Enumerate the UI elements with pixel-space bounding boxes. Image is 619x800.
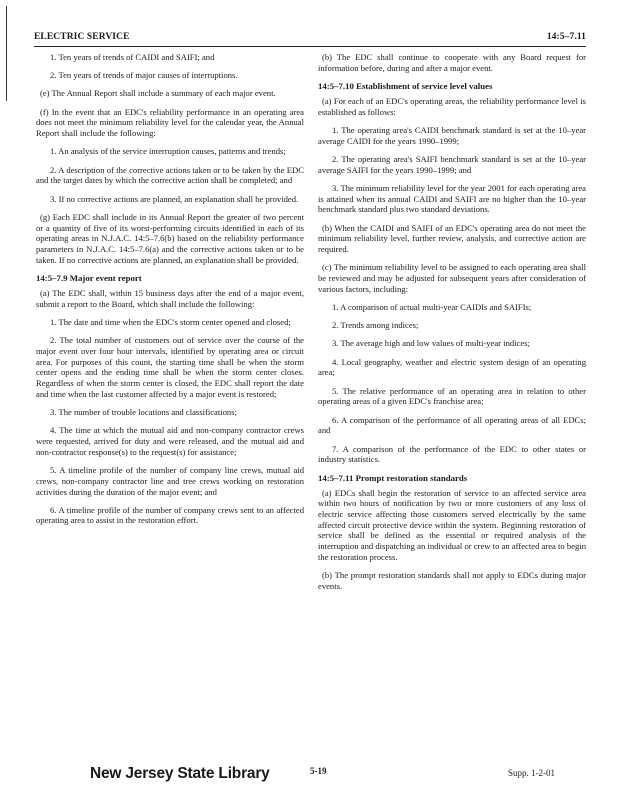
list-item: 1. The date and time when the EDC's storm center opened and closed; xyxy=(50,316,291,327)
list-item: 3. The average high and low values of multi-year indices; xyxy=(332,338,530,349)
paragraph: (e) The Annual Report shall include a summary of each major event. xyxy=(40,88,276,99)
list-item: 2. The total number of customers out of service over the course of the major event over four hour intervals, identified by operating area or circuit area. For purposes of this count, the starting time shall be when the storm center opens and the ending time shall be when the storm center closes. Regardless of when the storm center is closed, the EDC shall report the date and time when the last customer affected by a major event is restored; xyxy=(36,335,304,399)
header-section-number: 14:5–7.11 xyxy=(546,32,586,42)
paragraph: (f) In the event that an EDC's reliability performance in an operating area does not meet the minimum reliability level for the calendar year, the Annual Report shall include the following: xyxy=(36,106,304,139)
paragraph: (c) The minimum reliability level to be assigned to each operating area shall be reviewed and may be adjusted for subsequent years after consideration of various factors, including: xyxy=(318,262,586,294)
footer-supplement-date: Supp. 1-2-01 xyxy=(508,768,555,778)
page-footer xyxy=(90,764,590,786)
left-column xyxy=(36,52,304,534)
list-item: 5. A timeline profile of the number of company line crews, mutual aid crews, non-company contractor line and tree crews working on restoration activities during the duration of the major event; and xyxy=(36,465,304,497)
list-item: 7. A comparison of the performance of the EDC to other states or industry statistics. xyxy=(318,443,586,465)
paragraph: (b) When the CAIDI and SAIFI of an EDC's operating area do not meet the minimum reliability level, further review, analysis, and corrective action are required. xyxy=(318,222,586,255)
paragraph: (a) For each of an EDC's operating areas, the reliability performance level is established as follows: xyxy=(318,95,586,117)
list-item: 2. A description of the corrective actions taken or to be taken by the EDC and the target dates by which the corrective action shall be completed; and xyxy=(36,164,304,186)
list-item: 1. The operating area's CAIDI benchmark standard is set at the 10–year average CAIDI for the years 1990–1999; xyxy=(318,124,586,146)
right-column xyxy=(318,52,586,599)
footer-library-name: New Jersey State Library xyxy=(90,765,270,782)
list-item: 1. A comparison of actual multi-year CAIDIs and SAIFIs; xyxy=(332,301,532,312)
list-item: 5. The relative performance of an operating area in relation to other operating areas of a given EDC's franchise area; xyxy=(318,385,586,407)
list-item: 4. The time at which the mutual aid and non-company contractor crews were requested, arrived for duty and were released, and the mutual aid and non-contractor response(s) to the request(s) for assistance; xyxy=(36,425,304,457)
list-item: 1. An analysis of the service interruption causes, patterns and trends; xyxy=(50,146,286,157)
paragraph: (a) EDCs shall begin the restoration of service to an affected service area within two hours of notification by two or more customers of any loss of electric service affecting those customers served electrically by the same affected circuit protective device within the system. Beginning restoration of service shall be defined as the essential or required analysis of the interruption and dispatching an individual or crew to an affected area to begin the restoration process. xyxy=(318,487,586,562)
list-item: 1. Ten years of trends of CAIDI and SAIFI; and xyxy=(50,52,215,62)
running-header xyxy=(34,32,586,47)
list-item: 3. The number of trouble locations and classifications; xyxy=(50,407,237,418)
list-item: 2. Trends among indices; xyxy=(332,320,419,331)
paragraph: (g) Each EDC shall include in its Annual Report the greater of two percent or a quantity of five of its worst-performing circuits identified in each of its operating areas in N.J.A.C. 14:5–7.6(b) based on the reliability performance parameters in N.J.A.C. 14:5–7.6(a) and the corrective actions taken or to be taken. If no corrective actions are planned, an explanation shall be provided. xyxy=(36,211,304,265)
list-item: 6. A timeline profile of the number of company crews sent to an affected operating area to assist in the restoration effort. xyxy=(36,504,304,526)
list-item: 4. Local geography, weather and electric system design of an operating area; xyxy=(318,356,586,378)
list-item: 2. The operating area's SAIFI benchmark standard is set at the 10–year average SAIFI for the years 1990–1999; and xyxy=(318,153,586,175)
header-chapter-title: ELECTRIC SERVICE xyxy=(34,32,130,42)
list-item: 6. A comparison of the performance of all operating areas of all EDCs; and xyxy=(318,414,586,436)
list-item: 2. Ten years of trends of major causes of interruptions. xyxy=(50,70,238,81)
margin-rule xyxy=(6,6,7,101)
paragraph: (a) The EDC shall, within 15 business days after the end of a major event, submit a report to the Board, which shall include the following: xyxy=(36,288,304,309)
footer-page-number: 5-19 xyxy=(310,766,327,776)
paragraph: (b) The prompt restoration standards shall not apply to EDCs during major events. xyxy=(318,570,586,591)
section-heading: 14:5–7.10 Establishment of service level values xyxy=(318,80,493,91)
paragraph: (b) The EDC shall continue to cooperate with any Board request for information before, during and after a major event. xyxy=(318,52,586,73)
list-item: 3. The minimum reliability level for the year 2001 for each operating area is attained when its annual CAIDI and SAIFI are no higher than the 10–year benchmark standard plus two standard deviations. xyxy=(318,182,586,215)
list-item: 3. If no corrective actions are planned, an explanation shall be provided. xyxy=(50,193,299,204)
section-heading: 14:5–7.9 Major event report xyxy=(36,273,142,284)
section-heading: 14:5–7.11 Prompt restoration standards xyxy=(318,472,468,483)
